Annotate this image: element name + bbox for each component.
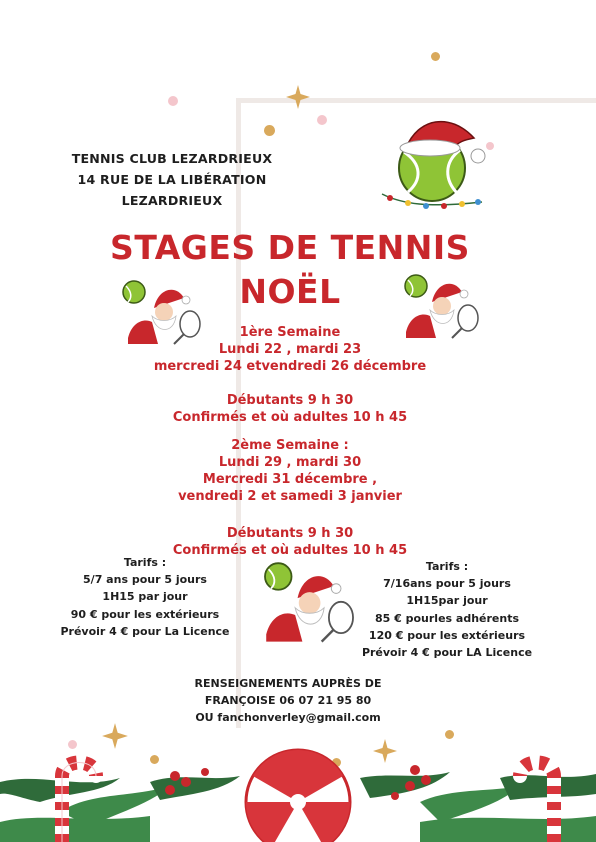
club-address: 14 RUE DE LA LIBÉRATION (77, 172, 267, 187)
week1-heading: 1ère Semaine (239, 325, 341, 340)
contact-info (178, 675, 398, 727)
gold-dot-icon (445, 730, 454, 739)
gold-dot-icon (431, 52, 440, 61)
page-title-line1: STAGES DE TENNIS (110, 228, 470, 267)
week2-line3: vendredi 2 et samedi 3 janvier (178, 489, 402, 504)
week1-schedule (100, 324, 480, 375)
page-title-line2: NOËL (239, 272, 341, 311)
tarifs-right-heading: Tarifs : (425, 560, 469, 573)
week2-heading: 2ème Semaine : (231, 438, 349, 453)
week1-line2: mercredi 24 etvendredi 26 décembre (153, 359, 427, 374)
tarifs-right-line4: 120 € pour les extérieurs (368, 628, 526, 642)
pink-dot-icon (317, 115, 327, 125)
star-icon (285, 84, 311, 110)
club-info (0, 148, 344, 211)
contact-line1: RENSEIGNEMENTS AUPRÈS DE (194, 677, 382, 690)
week2-line1: Lundi 29 , mardi 30 (218, 455, 362, 470)
week2-schedule (100, 437, 480, 505)
tarifs-right (352, 558, 542, 661)
tarifs-left (50, 554, 240, 640)
week2-line2: Mercredi 31 décembre , (202, 472, 378, 487)
tarifs-left-line2: 1H15 par jour (102, 590, 188, 604)
tennis-ball-santa-hat-icon (378, 108, 490, 214)
club-name: TENNIS CLUB LEZARDRIEUX (71, 151, 273, 166)
gold-dot-icon (264, 125, 275, 136)
tarifs-left-line3: 90 € pour les extérieurs (70, 607, 220, 621)
pink-dot-icon (168, 96, 178, 106)
week2-advanced: Confirmés et où adultes 10 h 45 (172, 543, 408, 558)
tarifs-left-heading: Tarifs : (123, 556, 167, 569)
tarifs-right-line1: 7/16ans pour 5 jours (383, 577, 511, 591)
tarifs-right-line3: 85 € pourles adhérents (374, 611, 520, 625)
santa-tennis-player-icon (254, 562, 358, 644)
week1-beginners: Débutants 9 h 30 (226, 393, 354, 408)
tarifs-left-line1: 5/7 ans pour 5 jours (83, 573, 207, 587)
week1-advanced: Confirmés et où adultes 10 h 45 (172, 410, 408, 425)
tarifs-right-line5: Prévoir 4 € pour LA Licence (361, 646, 533, 660)
christmas-garland (0, 742, 596, 842)
contact-email: OU fanchonverley@gmail.com (195, 711, 381, 725)
club-city: LEZARDRIEUX (121, 193, 223, 208)
contact-line2: FRANÇOISE 06 07 21 95 80 (204, 694, 372, 708)
peppermint-candy-icon (246, 750, 350, 842)
week1-line1: Lundi 22 , mardi 23 (218, 342, 362, 357)
week2-beginners: Débutants 9 h 30 (226, 526, 354, 541)
tarifs-left-line4: Prévoir 4 € pour La Licence (60, 624, 230, 638)
week1-times (100, 392, 480, 426)
tarifs-right-line2: 1H15par jour (406, 594, 488, 608)
